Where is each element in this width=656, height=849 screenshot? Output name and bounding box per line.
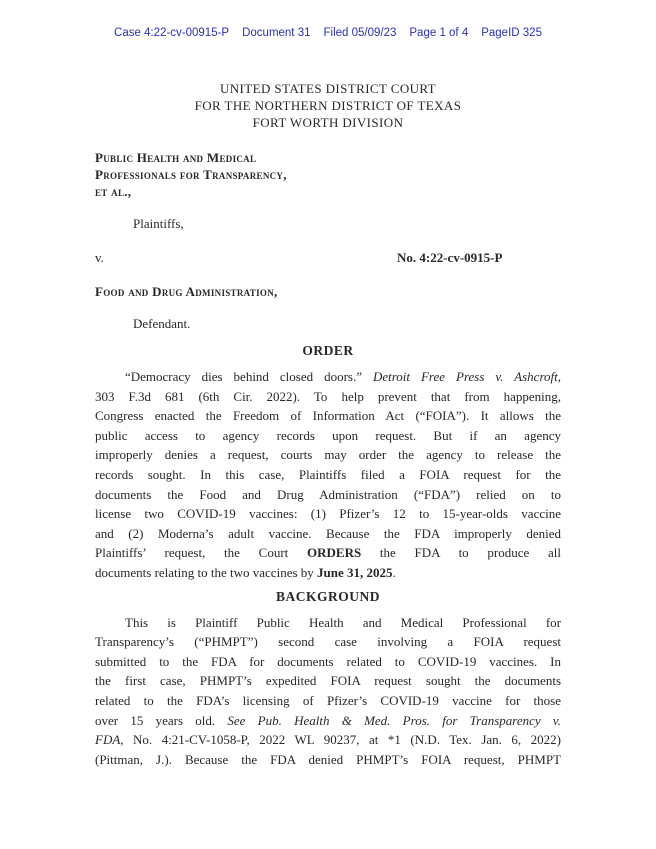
italic-text: Detroit Free Press v. Ashcroft, <box>372 369 561 384</box>
text-line <box>95 671 561 691</box>
body-text: documents relating to the two vaccines by <box>95 564 318 580</box>
ecf-stamp-item: Case 4:22-cv-00915-P <box>114 27 230 39</box>
case-number: No. 4:22-cv-0915-P <box>397 250 503 265</box>
text-line <box>95 367 561 387</box>
versus-label: v. <box>95 250 104 265</box>
body-text: , No. 4:21-CV-1058-P, 2022 WL 90237, at *1 (N.D. Tex. Jan. 6, 2022) <box>120 732 561 748</box>
ecf-stamp-item: Document 31 <box>242 27 311 39</box>
body-text: Transparency’s (“PHMPT”) second case involving a FOIA request <box>95 634 561 650</box>
body-text: records sought. In this case, Plaintiffs filed a FOIA request for the <box>95 466 561 482</box>
body-text: over 15 years old. <box>95 712 228 728</box>
text-line <box>95 543 561 563</box>
text-line <box>95 652 561 672</box>
plaintiff-name <box>95 149 561 200</box>
body-text: 303 F.3d 681 (6th Cir. 2022). To help prevent that from happening, <box>95 388 561 404</box>
text-line <box>95 406 561 426</box>
text-line <box>95 387 561 407</box>
body-text: documents the Food and Drug Administration (“FDA”) relied on to <box>95 486 561 502</box>
text-line <box>95 465 561 485</box>
text-line <box>95 711 561 731</box>
ecf-stamp <box>95 26 561 40</box>
case-caption <box>95 149 561 332</box>
body-text: (Pittman, J.). Because the FDA denied PHMPT’s FOIA request, PHMPT <box>95 751 561 767</box>
plaintiff-name-line: Public Health and Medical <box>95 150 257 165</box>
plaintiff-name-line: Professionals for Transparency, <box>95 167 287 182</box>
defendant-name: Food and Drug Administration, <box>95 284 278 299</box>
text-line <box>95 445 561 465</box>
ecf-stamp-item: Filed 05/09/23 <box>323 27 397 39</box>
plaintiff-role: Plaintiffs, <box>133 216 184 231</box>
body-text: Congress enacted the Freedom of Information Act (“FOIA”). It allows the <box>95 408 561 424</box>
court-name-line: FORT WORTH DIVISION <box>252 115 404 130</box>
body-text: Plaintiffs’ request, the Court <box>95 545 308 561</box>
text-line <box>95 750 561 770</box>
order-heading: ORDER <box>302 343 354 358</box>
body-text: This is Plaintiff Public Health and Medical Professional for <box>125 614 561 630</box>
body-text: submitted to the FDA for documents related to COVID-19 vaccines. In <box>95 653 561 669</box>
defendant-role: Defendant. <box>133 316 191 331</box>
court-name <box>95 80 561 131</box>
text-line <box>95 504 561 524</box>
text-line <box>95 426 561 446</box>
background-paragraph <box>95 613 561 770</box>
text-line <box>95 613 561 633</box>
court-name-line: UNITED STATES DISTRICT COURT <box>219 81 437 96</box>
body-text: . <box>392 564 396 580</box>
court-name-line: FOR THE NORTHERN DISTRICT OF TEXAS <box>194 98 462 113</box>
body-text: public access to agency records upon request. But if an agency <box>95 427 561 443</box>
body-text: the FDA to produce all <box>361 545 562 561</box>
body-text: license two COVID-19 vaccines: (1) Pfizer’s 12 to 15-year-olds vaccine <box>95 506 561 522</box>
body-text: “Democracy dies behind closed doors.” <box>125 369 373 384</box>
body-text: and (2) Moderna’s adult vaccine. Because the FDA improperly denied <box>95 525 561 541</box>
text-line <box>95 563 561 583</box>
text-line <box>95 632 561 652</box>
body-text: improperly denies a request, courts may order the agency to release the <box>95 447 561 463</box>
bold-text: June 31, 2025 <box>317 564 393 580</box>
bold-text: ORDERS <box>307 545 362 561</box>
background-heading: BACKGROUND <box>275 588 380 604</box>
ecf-stamp-item: Page 1 of 4 <box>409 27 469 39</box>
versus-row <box>95 249 561 266</box>
body-text: the first case, PHMPT’s expedited FOIA request sought the documents <box>95 673 561 689</box>
text-line <box>95 691 561 711</box>
plaintiff-name-line: et al., <box>95 184 132 199</box>
italic-text: FDA <box>95 732 121 748</box>
text-line <box>95 730 561 750</box>
italic-text: See Pub. Health & Med. Pros. for Transparency v. <box>227 712 561 728</box>
ecf-stamp-item: PageID 325 <box>481 27 542 39</box>
body-text: related to the FDA’s licensing of Pfizer’s COVID-19 vaccine for those <box>95 692 561 708</box>
text-line <box>95 485 561 505</box>
text-line <box>95 524 561 544</box>
order-paragraph <box>95 367 561 583</box>
